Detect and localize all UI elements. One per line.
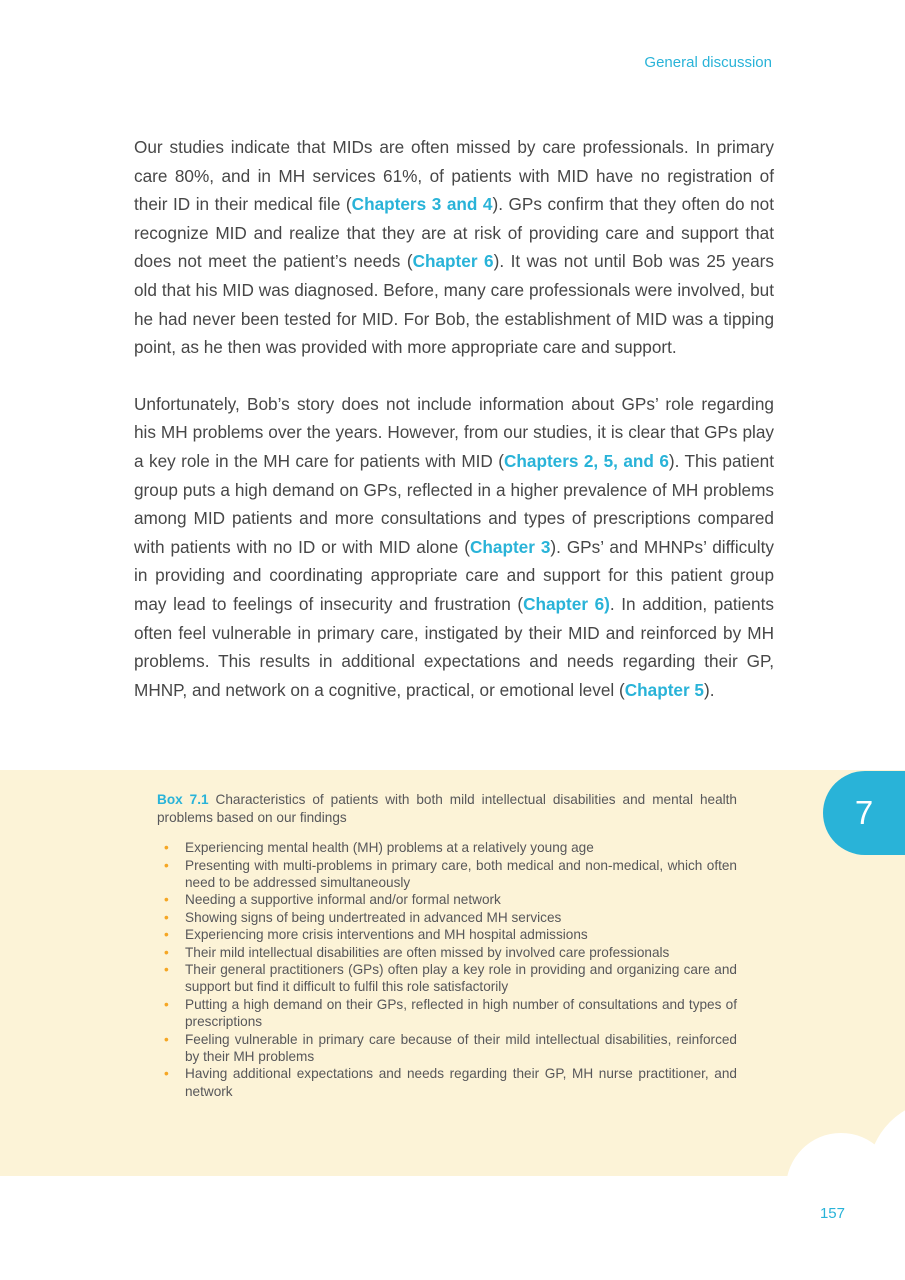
box-list-item: • Presenting with multi-problems in primary care, both medical and non-medical, which often need to be addressed simultaneously <box>157 857 737 892</box>
box-content <box>0 770 905 1100</box>
box-title-label: Box 7.1 <box>157 792 209 807</box>
body-text-segment: ). GPs confirm that they often do not recognize MID and realize that they are at risk of providing care and support that does not meet the patient’s needs ( <box>134 194 774 272</box>
running-header: General discussion <box>644 54 772 71</box>
box-list-item: • Experiencing mental health (MH) problems at a relatively young age <box>157 839 737 856</box>
box-list-item: • Putting a high demand on their GPs, reflected in high number of consultations and types of prescriptions <box>157 996 737 1031</box>
chapter-reference: Chapter 6) <box>523 593 610 614</box>
box-list-item: • Having additional expectations and needs regarding their GP, MH nurse practitioner, and network <box>157 1065 737 1100</box>
body-text-segment: ). It was not until Bob was 25 years old that his MID was diagnosed. Before, many care professionals were involved, but he had never been tested for MID. For Bob, the establishment of MID was a tipping point, as he then was provided with more appropriate care and support. <box>134 251 774 358</box>
box-title-text: Characteristics of patients with both mild intellectual disabilities and mental health problems based on our findings <box>157 792 737 825</box>
body-paragraph-2 <box>134 390 774 705</box>
body-paragraph-1 <box>134 133 774 362</box>
box-list-item: • Feeling vulnerable in primary care because of their mild intellectual disabilities, reinforced by their MH problems <box>157 1031 737 1066</box>
body-text <box>134 133 774 704</box>
box-list-item: • Showing signs of being undertreated in advanced MH services <box>157 909 737 926</box>
box-list-item: • Their general practitioners (GPs) often play a key role in providing and organizing care and support but find it difficult to fulfil this role satisfactorily <box>157 961 737 996</box>
box-list-item: • Their mild intellectual disabilities are often missed by involved care professionals <box>157 944 737 961</box>
chapter-number: 7 <box>854 794 874 831</box>
page-number: 157 <box>819 1205 845 1222</box>
box-list-item: • Needing a supportive informal and/or formal network <box>157 891 737 908</box>
chapter-tab <box>823 771 905 855</box>
chapter-reference: Chapter 5 <box>624 679 704 700</box>
body-text-segment: Our studies indicate that MIDs are often missed by care professionals. In primary care 80%, and in MH services 61%, of patients with MID have no registration of their ID in their medical file ( <box>134 137 774 215</box>
body-text-segment: ). <box>704 679 715 700</box>
body-text-segment: . In addition, patients often feel vulnerable in primary care, instigated by their MID and reinforced by MH problems. This results in additional expectations and needs regarding their GP, MHNP, and network on a cognitive, practical, or emotional level ( <box>134 593 774 700</box>
box-list-item: • Experiencing more crisis interventions and MH hospital admissions <box>157 926 737 943</box>
chapter-reference: Chapters 3 and 4 <box>351 194 493 215</box>
chapter-reference: Chapter 6 <box>412 251 494 272</box>
chapter-reference: Chapters 2, 5, and 6 <box>503 450 669 471</box>
body-text-segment: ). GPs’ and MHNPs’ difficulty in providing and coordinating appropriate care and support for this patient group may lead to feelings of insecurity and frustration ( <box>134 536 774 614</box>
body-text-segment: Unfortunately, Bob’s story does not include information about GPs’ role regarding his MH problems over the years. However, from our studies, it is clear that GPs play a key role in the MH care for patients with MID ( <box>134 393 774 471</box>
box-title <box>157 791 737 826</box>
box-bullet-list <box>157 839 737 1100</box>
chapter-reference: Chapter 3 <box>469 536 551 557</box>
box-7-1 <box>0 770 905 1176</box>
body-text-segment: ). This patient group puts a high demand on GPs, reflected in a higher prevalence of MH problems among MID patients and more consultations and types of prescriptions compared with patients with no ID or with MID alone ( <box>134 450 774 557</box>
